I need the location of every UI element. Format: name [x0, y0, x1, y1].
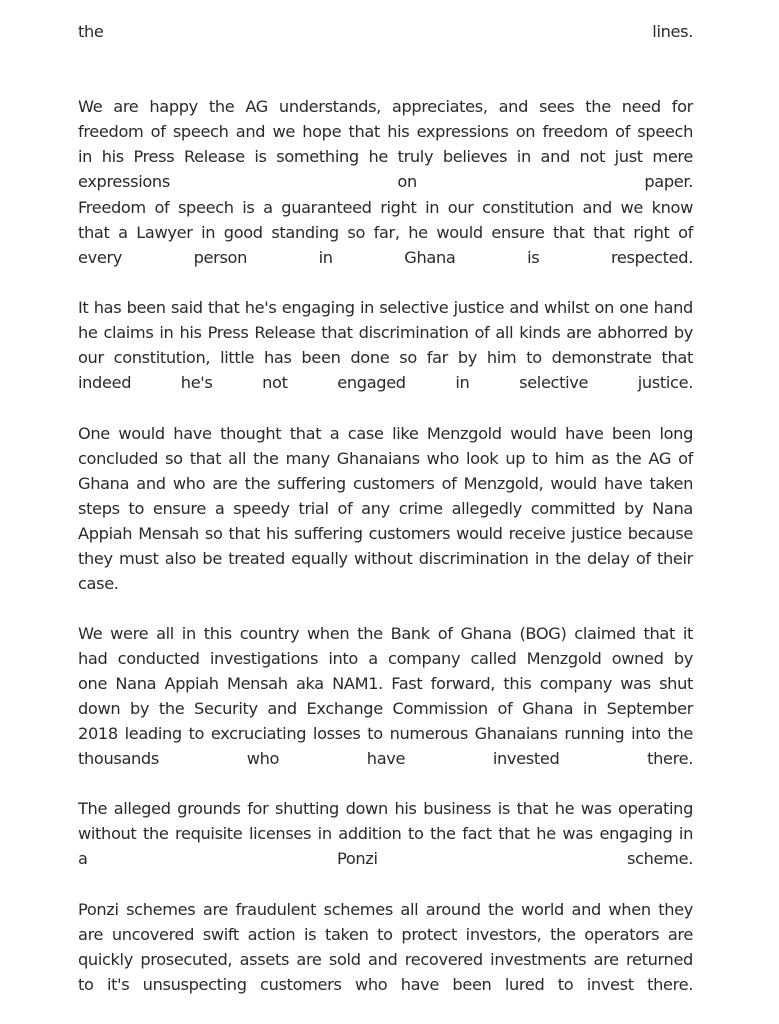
paragraph-line: freedom of speech and we hope that his expressions on freedom of speech	[78, 122, 693, 141]
paragraph-line: concluded so that all the many Ghanaians who look up to him as the AG of	[78, 449, 693, 468]
paragraph-line: that a Lawyer in good standing so far, he would ensure that that right of	[78, 223, 693, 242]
paragraph-line: Ponzi schemes are fraudulent schemes all around the world and when they	[78, 900, 693, 919]
paragraph-line: Ghana and who are the suffering customers of Menzgold, would have taken	[78, 474, 693, 493]
paragraph-line: every person in Ghana is respected.	[78, 248, 693, 267]
paragraph-line: down by the Security and Exchange Commission of Ghana in September	[78, 699, 693, 718]
paragraph-line: We were all in this country when the Bank of Ghana (BOG) claimed that it	[78, 624, 693, 643]
paragraph-line: expressions on paper.	[78, 172, 693, 191]
paragraph-line: steps to ensure a speedy trial of any crime allegedly committed by Nana	[78, 499, 693, 518]
paragraph-line: the lines.	[78, 22, 693, 41]
paragraph-line: our constitution, little has been done so far by him to demonstrate that	[78, 348, 693, 367]
paragraph-line: The alleged grounds for shutting down his business is that he was operating	[78, 799, 693, 818]
paragraph-line: indeed he's not engaged in selective justice.	[78, 373, 693, 392]
paragraph-line: thousands who have invested there.	[78, 749, 693, 768]
paragraph-line: had conducted investigations into a company called Menzgold owned by	[78, 649, 693, 668]
paragraph-line: to it's unsuspecting customers who have been lured to invest there.	[78, 975, 693, 994]
paragraph-line: We are happy the AG understands, appreciates, and sees the need for	[78, 97, 693, 116]
paragraph-line: he claims in his Press Release that discrimination of all kinds are abhorred by	[78, 323, 693, 342]
paragraph-line: It has been said that he's engaging in selective justice and whilst on one hand	[78, 298, 693, 317]
paragraph-line: Appiah Mensah so that his suffering customers would receive justice because	[78, 524, 693, 543]
paragraph-line: One would have thought that a case like Menzgold would have been long	[78, 424, 693, 443]
paragraph-line: Freedom of speech is a guaranteed right in our constitution and we know	[78, 198, 693, 217]
paragraph-line: are uncovered swift action is taken to protect investors, the operators are	[78, 925, 693, 944]
paragraph-line: 2018 leading to excruciating losses to numerous Ghanaians running into the	[78, 724, 693, 743]
paragraph-line: a Ponzi scheme.	[78, 849, 693, 868]
paragraph-line: quickly prosecuted, assets are sold and recovered investments are returned	[78, 950, 693, 969]
paragraph-line: case.	[78, 574, 119, 593]
paragraph-line: they must also be treated equally without discrimination in the delay of their	[78, 549, 693, 568]
paragraph-line: one Nana Appiah Mensah aka NAM1. Fast forward, this company was shut	[78, 674, 693, 693]
paragraph-line: in his Press Release is something he truly believes in and not just mere	[78, 147, 693, 166]
paragraph-line: without the requisite licenses in addition to the fact that he was engaging in	[78, 824, 693, 843]
